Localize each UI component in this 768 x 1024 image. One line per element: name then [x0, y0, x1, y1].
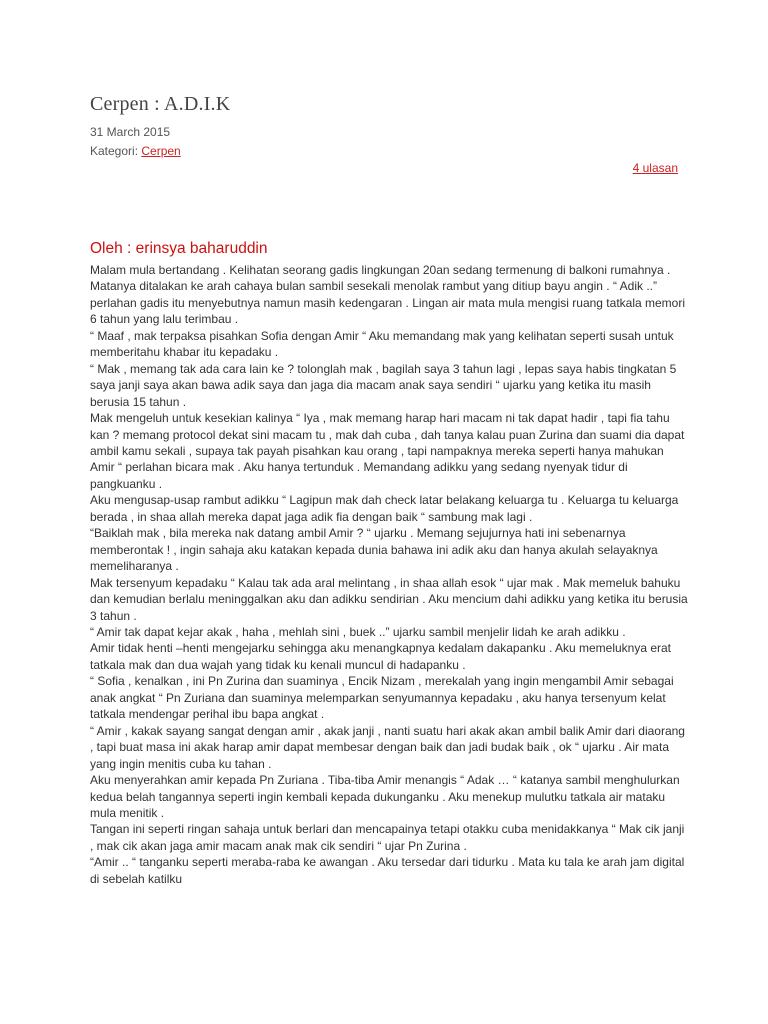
story-paragraph: “Baiklah mak , bila mereka nak datang ambil Amir ? “ ujarku . Memang sejujurnya hati ini sebenarnya memberontak ! , ingin sahaja aku katakan kepada dunia bahawa ini adik aku dan hanya akulah selayaknya memeliharanya . [90, 526, 658, 574]
story-body [90, 262, 690, 887]
story-paragraph: Mak tersenyum kepadaku “ Kalau tak ada aral melintang , in shaa allah esok “ ujar mak . Mak memeluk bahuku dan kemudian berlalu meninggalkan aku dan adikku sendirian . Aku mencium dahi adikku yang ketika itu berusia 3 tahun . [90, 575, 688, 623]
category-label: Kategori: [90, 144, 139, 158]
post-date: 31 March 2015 [90, 125, 171, 139]
story-paragraph: Amir tidak henti –henti mengejarku sehingga aku menangkapnya kedalam dakapanku . Aku memeluknya erat tatkala mak dan dua wajah yang tidak ku kenali muncul di hadapanku . [90, 641, 672, 672]
story-paragraph: Tangan ini seperti ringan sahaja untuk berlari dan mencapainya tetapi otakku cuba menidakkanya “ Mak cik janji , mak cik akan jaga amir macam anak mak cik sendiri “ ujar Pn Zurina . [90, 822, 685, 853]
story-paragraph: “ Amir , kakak sayang sangat dengan amir , akak janji , nanti suatu hari akak akan ambil balik Amir dari diaorang , tapi buat masa ini akak harap amir dapat membesar dengan baik dan jadi budak baik , ok “ ujarku . Air mata yang ingin menitis cuba ku tahan . [90, 723, 685, 771]
story-paragraph: “ Mak , memang tak ada cara lain ke ? tolonglah mak , bagilah saya 3 tahun lagi , lepas saya habis tingkatan 5 saya janji saya akan bawa adik saya dan jaga dia macam anak saya sendiri “ ujarku yang ketika itu masih berusia 15 tahun . [90, 361, 677, 409]
story-paragraph: Aku mengusap-usap rambut adikku “ Lagipun mak dah check latar belakang keluarga tu . Keluarga tu keluarga berada , in shaa allah mereka dapat jaga adik fia dengan baik “ sambung mak lagi . [90, 493, 679, 524]
story-paragraph: “ Sofia , kenalkan , ini Pn Zurina dan suaminya , Encik Nizam , merekalah yang ingin mengambil Amir sebagai anak angkat “ Pn Zuriana dan suaminya melemparkan senyumannya kepadaku , aku hanya tersenyum kelat tatkala mendengar perihal ibu bapa angkat . [90, 674, 674, 722]
story-paragraph: Malam mula bertandang . Kelihatan seorang gadis lingkungan 20an sedang termenung di balkoni rumahnya . Matanya ditalakan ke arah cahaya bulan sambil sesekali menolak rambut yang ditiup bayu angin . “ Adik ..” perlahan gadis itu menyebutnya namun masih kedengaran . Lingan air mata mula mengisi ruang tatkala memori 6 tahun yang lalu terimbau . [90, 263, 686, 327]
story-paragraph: Aku menyerahkan amir kepada Pn Zuriana . Tiba-tiba Amir menangis “ Adak … “ katanya sambil menghulurkan kedua belah tangannya seperti ingin kembali kepada dukunganku . Aku menekup mulutku tatkala air mataku mula menitik . [90, 773, 680, 820]
story-paragraph: “Amir .. “ tanganku seperti meraba-raba ke awangan . Aku tersedar dari tidurku . Mata ku tala ke arah jam digital di sebelah katilku [90, 855, 685, 886]
post-category [90, 143, 181, 159]
category-link[interactable]: Cerpen [141, 144, 181, 158]
author-byline: Oleh : erinsya baharuddin [90, 240, 268, 257]
story-paragraph: “ Maaf , mak terpaksa pisahkan Sofia dengan Amir “ Aku memandang mak yang kelihatan seperti susah untuk memberitahu khabar itu kepadaku . [90, 328, 674, 360]
comments-link[interactable]: 4 ulasan [632, 161, 678, 175]
story-paragraph: “ Amir tak dapat kejar akak , haha , mehlah sini , buek ..” ujarku sambil menjelir lidah ke arah adikku . [90, 624, 626, 639]
story-paragraph: Mak mengeluh untuk kesekian kalinya “ Iya , mak memang harap hari macam ni tak dapat hadir , tapi fia tahu kan ? memang protocol dekat sini macam tu , mak dah cuba , dah tanya kalau puan Zurina dan suami dia dapat ambil kamu sekali , supaya tak payah pisahkan kau orang , tapi nampaknya mereka seperti hanya mahukan Amir “ perlahan bicara mak . Aku hanya tertunduk . Memandang adikku yang sedang nyenyak tidur di pangkuanku . [90, 411, 685, 491]
post-title: Cerpen : A.D.I.K [90, 93, 231, 115]
